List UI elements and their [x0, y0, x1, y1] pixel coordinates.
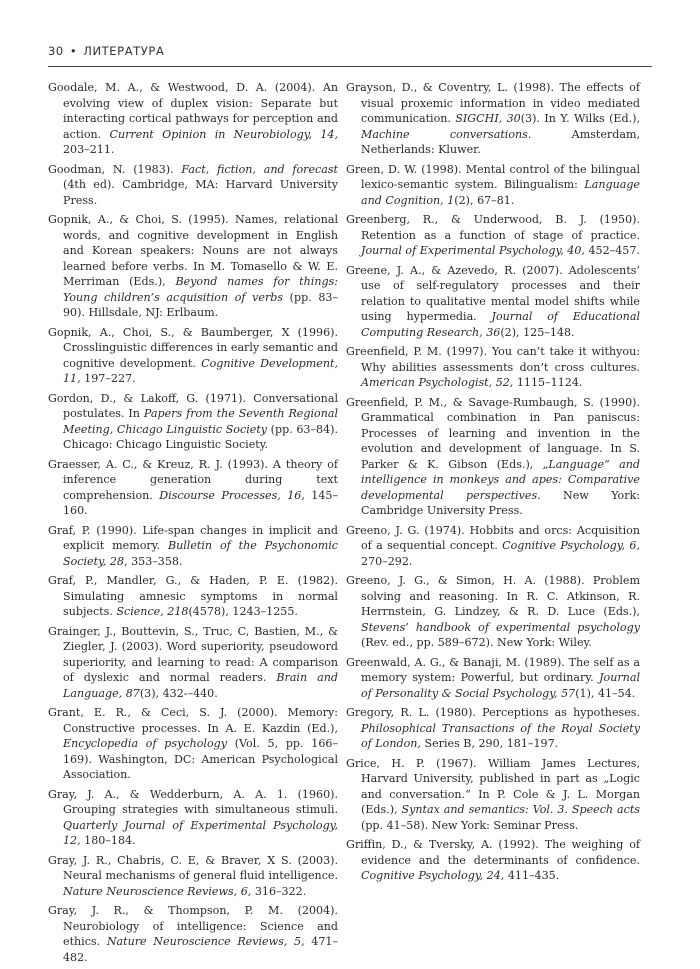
reference-entry	[48, 162, 338, 209]
reference-text: (4578), 1243–1255.	[188, 605, 298, 618]
reference-text: Series B, 290, 181–197.	[420, 737, 559, 750]
reference-text: Gordon, D., & Lakoff, G. (1971). Conversational postulates. In	[48, 391, 338, 420]
reference-text: 411–435.	[504, 869, 560, 882]
reference-title-italic: Papers from the Seventh Regional Meeting, Chicago Linguistic Society	[63, 407, 338, 436]
running-header	[48, 44, 164, 58]
reference-entry	[346, 162, 640, 209]
reference-entry	[346, 523, 640, 570]
reference-title-italic: Current Opinion in Neurobiology, 14,	[109, 127, 338, 141]
reference-title-italic: Bulletin of the Psychonomic Society, 28,	[63, 539, 338, 568]
reference-title-italic: Beyond names for things: Young children’s acquisition of verbs	[63, 275, 338, 304]
reference-entry	[346, 705, 640, 752]
reference-text: (2), 67–81.	[454, 193, 515, 207]
reference-entry	[48, 573, 338, 620]
header-separator: •	[69, 44, 78, 58]
reference-title-italic: Journal of Educational Computing Research, 36	[361, 310, 640, 339]
reference-entry	[48, 325, 338, 387]
reference-title-italic: Discourse Processes, 16,	[159, 488, 305, 502]
right-column	[346, 80, 640, 888]
reference-text: (3), 432-–440.	[139, 686, 218, 700]
reference-title-italic: Nature Neuroscience Reviews, 6,	[63, 884, 252, 898]
reference-text: (3). In Y. Wilks (Ed.),	[520, 112, 641, 125]
reference-entry	[48, 624, 338, 702]
reference-text: 270–292.	[361, 554, 413, 568]
reference-text: Greenfield, P. M. (1997). You can’t take it withyou: Why abilities assessments don’t cross cultures.	[346, 345, 640, 374]
header-rule	[48, 66, 652, 67]
reference-text: 471–482.	[63, 935, 338, 964]
reference-text: (pp. 41–58). New York: Seminar Press.	[361, 818, 579, 832]
reference-title-italic: Science, 218	[116, 605, 189, 618]
reference-text: Greenberg, R., & Underwood, B. J. (1950). Retention as a function of stage of practice.	[346, 213, 640, 242]
reference-entry	[346, 573, 640, 651]
reference-text: Gopnik, A., & Choi, S. (1995). Names, relational words, and cognitive development in English and Korean speakers: Nouns are not always learned before verbs. In M. Tomasello & W. E. Merriman (Eds.),	[48, 213, 338, 288]
reference-title-italic: Philosophical Transactions of the Royal Society of London,	[361, 721, 640, 750]
reference-entry	[346, 212, 640, 259]
reference-text: 197–227.	[80, 372, 136, 385]
reference-text: Goodman, N. (1983).	[48, 162, 182, 176]
reference-entry	[48, 705, 338, 783]
reference-title-italic: Encyclopedia of psychology	[63, 737, 228, 750]
reference-text: (pp. 63–84). Chicago: Chicago Linguistic Society.	[63, 422, 338, 451]
reference-text: Greeno, J. G. (1974). Hobbits and orcs: Acquisition of a sequential concept.	[346, 523, 640, 552]
reference-text: Graf, P., Mandler, G., & Haden, P. E. (1982). Simulating amnesic symptoms in normal subjects.	[48, 574, 338, 618]
reference-text: 452–457.	[584, 244, 640, 257]
reference-text: Gregory, R. L. (1980). Perceptions as hypotheses.	[346, 706, 640, 719]
reference-text: Gray, J. R., Chabris, C. E, & Braver, X S. (2003). Neural mechanisms of general fluid intelligence.	[48, 853, 338, 882]
reference-entry	[48, 853, 338, 900]
reference-entry	[48, 787, 338, 849]
reference-text: 316–322.	[251, 884, 307, 898]
reference-title-italic: Cognitive Psychology, 24,	[361, 869, 505, 882]
reference-title-italic: Cognitive Development, 11,	[63, 356, 338, 385]
reference-text: 1115–1124.	[513, 376, 583, 389]
reference-text: Grayson, D., & Coventry, L. (1998). The effects of visual proxemic information in video mediated communication.	[346, 81, 640, 125]
reference-text: Gray, J. A., & Wedderburn, A. A. 1. (1960). Grouping strategies with simultaneous stimuli.	[48, 787, 338, 816]
reference-text: Gray, J. R., & Thompson, P. M. (2004). Neurobiology of intelligence: Science and ethics.	[48, 904, 338, 948]
reference-text: Grant, E. R., & Ceci, S. J. (2000). Memory: Constructive processes. In A. E. Kazdin (Ed.),	[48, 706, 338, 735]
reference-entry	[346, 263, 640, 341]
reference-text: Griffin, D., & Tversky, A. (1992). The weighing of evidence and the determinants of confidence.	[346, 838, 640, 867]
reference-text: (Vol. 5, pp. 166–169). Washington, DC: American Psychological Association.	[63, 737, 338, 781]
reference-text: Grice, H. P. (1967). William James Lectures, Harvard University, published in part as „Logic and conversation.“ In P. Cole & J. L. Morgan (Eds.),	[346, 756, 640, 816]
reference-text: (Rev. ed., pp. 589–672). New York: Wiley.	[361, 636, 592, 649]
reference-entry	[346, 655, 640, 702]
reference-title-italic: Nature Neuroscience Reviews, 5,	[106, 935, 305, 948]
reference-text: 353–358.	[127, 554, 183, 568]
left-column	[48, 80, 338, 969]
reference-text: Graf, P. (1990). Life-span changes in implicit and explicit memory.	[48, 523, 338, 552]
reference-text: (pp. 83–90). Hillsdale, NJ: Erlbaum.	[63, 290, 338, 319]
reference-entry	[346, 344, 640, 391]
reference-title-italic: Syntax and semantics: Vol. 3. Speech acts	[401, 803, 640, 816]
section-title: ЛИТЕРАТУРА	[83, 44, 165, 58]
reference-entry	[48, 212, 338, 321]
reference-title-italic: Brain and Language, 87	[63, 671, 338, 700]
reference-text: New York: Cambridge University Press.	[361, 488, 641, 517]
reference-title-italic: „Language“ and intelligence in monkeys and apes: Comparative developmental perspectives.	[361, 457, 640, 502]
reference-title-italic: Fact, fiction, and forecast	[181, 162, 338, 176]
reference-title-italic: American Psychologist, 52,	[361, 376, 514, 389]
reference-text: (1), 41–54.	[575, 686, 636, 700]
reference-entry	[346, 837, 640, 884]
reference-entry	[48, 903, 338, 965]
reference-title-italic: Stevens’ handbook of experimental psychology	[361, 620, 640, 634]
reference-text: Greenfield, P. M., & Savage-Rumbaugh, S. (1990). Grammatical combination in Pan paniscus: Processes of learning and invention in the evolution and development of language. In S. Parker & K. Gibson (Eds.),	[346, 395, 640, 471]
reference-entry	[346, 756, 640, 834]
reference-entry	[48, 523, 338, 570]
reference-title-italic: Machine conversations.	[361, 127, 532, 141]
reference-title-italic: Journal of Experimental Psychology, 40,	[361, 244, 585, 257]
reference-entry	[346, 395, 640, 519]
reference-text: Grainger, J., Bouttevin, S., Truc, C, Bastien, M., & Ziegler, J. (2003). Word superiority, pseudoword superiority, and learning to read: A comparison of dyslexic and normal readers.	[48, 624, 338, 684]
reference-text: Amsterdam, Netherlands: Kluwer.	[361, 127, 640, 156]
reference-text: (2), 125–148.	[500, 325, 575, 339]
reference-text: Greeno, J. G., & Simon, H. A. (1988). Problem solving and reasoning. In R. C. Atkinson, R. Herrnstein, G. Lindzey, & R. D. Luce (Eds.),	[346, 574, 640, 618]
reference-text: Greenwald, A. G., & Banaji, M. (1989). The self as a memory system: Powerful, but ordinary.	[346, 655, 640, 684]
reference-entry	[48, 391, 338, 453]
reference-title-italic: Quarterly Journal of Experimental Psychology, 12,	[63, 818, 338, 847]
reference-text: Gopnik, A., Choi, S., & Baumberger, X (1996). Crosslinguistic differences in early semantic and cognitive development.	[48, 325, 338, 370]
reference-text: 203–211.	[63, 143, 115, 156]
reference-title-italic: Cognitive Psychology, 6,	[502, 539, 640, 552]
reference-text: Goodale, M. A., & Westwood, D. A. (2004). An evolving view of duplex vision: Separate but interacting cortical pathways for perception and action.	[48, 81, 338, 141]
reference-entry	[346, 80, 640, 158]
reference-text: Greene, J. A., & Azevedo, R. (2007). Adolescents’ use of self-regulatory processes and their relation to qualitative mental model shifts while using hypermedia.	[346, 263, 640, 323]
reference-text: Green, D. W. (1998). Mental control of the bilingual lexico-semantic system. Bilingualism:	[346, 162, 640, 191]
page-number: 30	[48, 44, 64, 58]
reference-text: 180–184.	[80, 834, 136, 847]
reference-text: Graesser, A. C., & Kreuz, R. J. (1993). A theory of inference generation during text comprehension.	[48, 457, 338, 502]
reference-entry	[48, 80, 338, 158]
reference-title-italic: Journal of Personality & Social Psychology, 57	[361, 671, 640, 700]
reference-text: 145–160.	[63, 488, 338, 517]
reference-title-italic: Language and Cognition, 1	[361, 178, 640, 207]
reference-entry	[48, 457, 338, 519]
reference-title-italic: SIGCHI, 30	[455, 112, 521, 125]
reference-text: (4th ed). Cambridge, MA: Harvard University Press.	[63, 178, 338, 207]
